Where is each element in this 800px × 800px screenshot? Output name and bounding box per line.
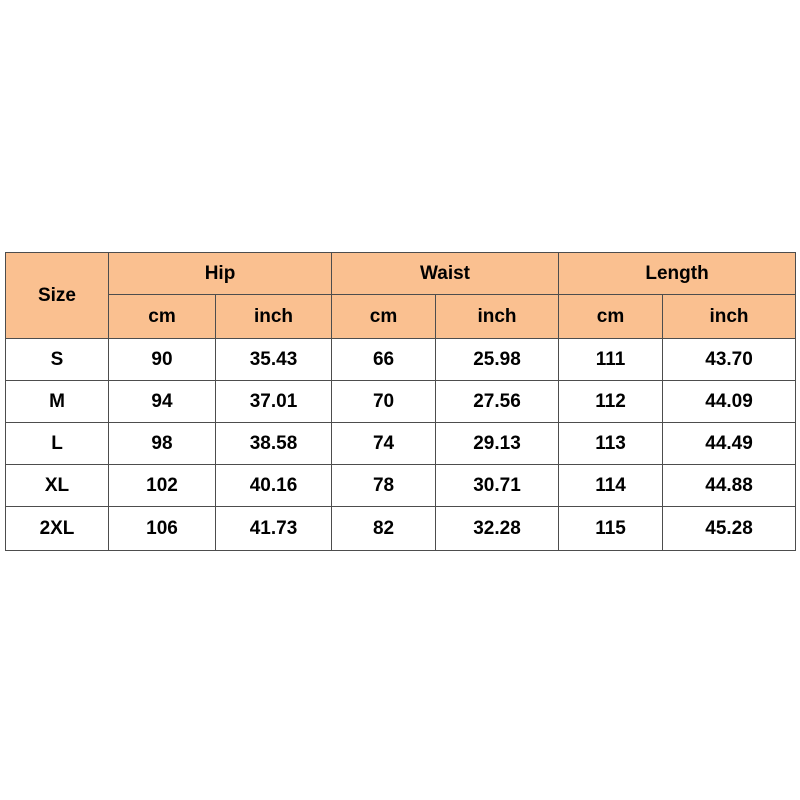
size-cell: M xyxy=(6,381,109,423)
length-inch-cell: 44.49 xyxy=(663,423,796,465)
hip-cm-cell: 98 xyxy=(109,423,216,465)
hip-cm-cell: 94 xyxy=(109,381,216,423)
waist-cm-cell: 70 xyxy=(332,381,436,423)
waist-cm-cell: 78 xyxy=(332,465,436,507)
hip-inch-cell: 38.58 xyxy=(216,423,332,465)
size-cell: XL xyxy=(6,465,109,507)
header-row-units xyxy=(6,295,796,339)
length-inch-cell: 43.70 xyxy=(663,339,796,381)
waist-cm-cell: 74 xyxy=(332,423,436,465)
length-cm-cell: 113 xyxy=(559,423,663,465)
hip-cm-cell: 106 xyxy=(109,507,216,551)
waist-inch-cell: 32.28 xyxy=(436,507,559,551)
waist-header: Waist xyxy=(332,253,559,295)
header-row-groups xyxy=(6,253,796,295)
waist-inch-cell: 25.98 xyxy=(436,339,559,381)
size-cell: S xyxy=(6,339,109,381)
hip-cm-cell: 102 xyxy=(109,465,216,507)
length-cm-header: cm xyxy=(559,295,663,339)
size-cell: L xyxy=(6,423,109,465)
waist-inch-header: inch xyxy=(436,295,559,339)
waist-cm-cell: 82 xyxy=(332,507,436,551)
waist-cm-cell: 66 xyxy=(332,339,436,381)
length-cm-cell: 112 xyxy=(559,381,663,423)
hip-inch-cell: 40.16 xyxy=(216,465,332,507)
table-row xyxy=(6,507,796,551)
length-cm-cell: 114 xyxy=(559,465,663,507)
length-cm-cell: 111 xyxy=(559,339,663,381)
hip-cm-cell: 90 xyxy=(109,339,216,381)
size-chart-table xyxy=(5,252,796,551)
length-inch-cell: 45.28 xyxy=(663,507,796,551)
waist-inch-cell: 27.56 xyxy=(436,381,559,423)
size-cell: 2XL xyxy=(6,507,109,551)
length-inch-cell: 44.88 xyxy=(663,465,796,507)
size-header: Size xyxy=(6,253,109,339)
length-cm-cell: 115 xyxy=(559,507,663,551)
length-header: Length xyxy=(559,253,796,295)
waist-cm-header: cm xyxy=(332,295,436,339)
hip-inch-cell: 37.01 xyxy=(216,381,332,423)
table-row xyxy=(6,423,796,465)
length-inch-header: inch xyxy=(663,295,796,339)
hip-inch-cell: 41.73 xyxy=(216,507,332,551)
hip-header: Hip xyxy=(109,253,332,295)
hip-inch-header: inch xyxy=(216,295,332,339)
length-inch-cell: 44.09 xyxy=(663,381,796,423)
table-row xyxy=(6,381,796,423)
waist-inch-cell: 29.13 xyxy=(436,423,559,465)
hip-inch-cell: 35.43 xyxy=(216,339,332,381)
waist-inch-cell: 30.71 xyxy=(436,465,559,507)
hip-cm-header: cm xyxy=(109,295,216,339)
table-row xyxy=(6,339,796,381)
table-row xyxy=(6,465,796,507)
